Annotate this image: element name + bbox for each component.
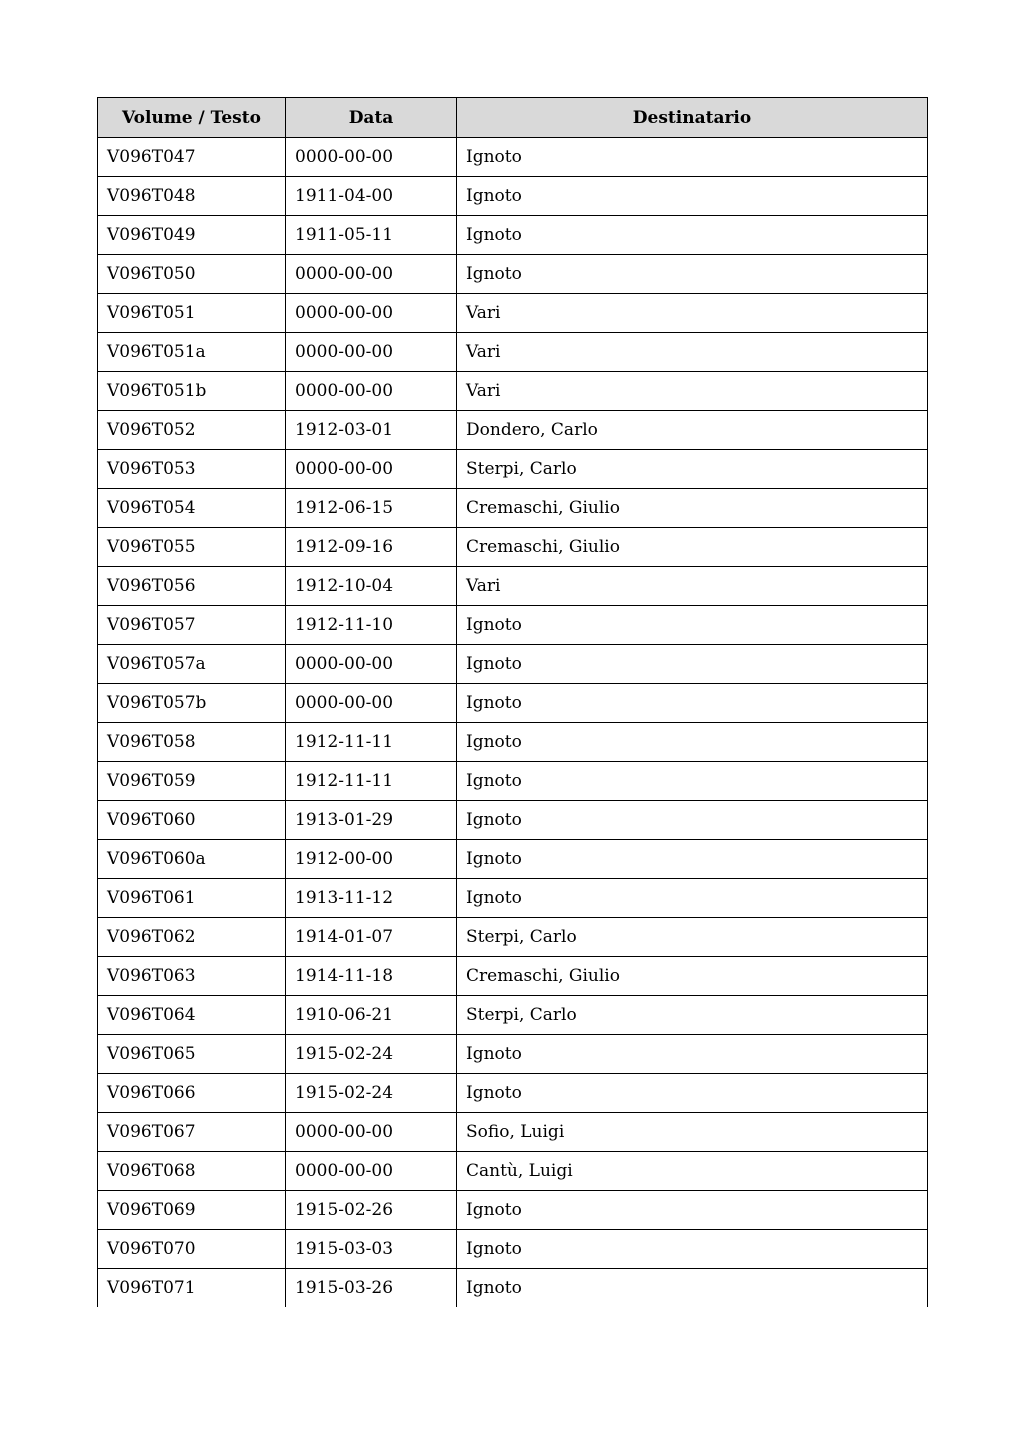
- cell-volume-testo: V096T068: [98, 1152, 286, 1191]
- cell-volume-testo: V096T067: [98, 1113, 286, 1152]
- cell-destinatario: Cremaschi, Giulio: [457, 489, 928, 528]
- cell-data: 1914-11-18: [286, 957, 457, 996]
- cell-data: 1912-10-04: [286, 567, 457, 606]
- cell-destinatario: Ignoto: [457, 840, 928, 879]
- cell-data: 0000-00-00: [286, 684, 457, 723]
- header-row: [98, 98, 928, 138]
- cell-destinatario: Ignoto: [457, 216, 928, 255]
- cell-volume-testo: V096T047: [98, 138, 286, 177]
- cell-destinatario: Cantù, Luigi: [457, 1152, 928, 1191]
- cell-data: 1915-02-26: [286, 1191, 457, 1230]
- table-row: [98, 1191, 928, 1230]
- cell-destinatario: Ignoto: [457, 255, 928, 294]
- cell-volume-testo: V096T069: [98, 1191, 286, 1230]
- cell-data: 1912-11-11: [286, 723, 457, 762]
- cell-destinatario: Ignoto: [457, 1191, 928, 1230]
- table-row: [98, 684, 928, 723]
- table-row: [98, 255, 928, 294]
- cell-destinatario: Sterpi, Carlo: [457, 918, 928, 957]
- table-row: [98, 1230, 928, 1269]
- cell-volume-testo: V096T062: [98, 918, 286, 957]
- table-row: [98, 957, 928, 996]
- cell-volume-testo: V096T048: [98, 177, 286, 216]
- table-row: [98, 645, 928, 684]
- cell-volume-testo: V096T051a: [98, 333, 286, 372]
- cell-destinatario: Vari: [457, 333, 928, 372]
- cell-destinatario: Ignoto: [457, 801, 928, 840]
- cell-volume-testo: V096T049: [98, 216, 286, 255]
- cell-data: 1915-03-03: [286, 1230, 457, 1269]
- cell-data: 1914-01-07: [286, 918, 457, 957]
- cell-volume-testo: V096T057b: [98, 684, 286, 723]
- cell-destinatario: Ignoto: [457, 177, 928, 216]
- table-row: [98, 762, 928, 801]
- cell-volume-testo: V096T060: [98, 801, 286, 840]
- cell-data: 1913-11-12: [286, 879, 457, 918]
- cell-destinatario: Sterpi, Carlo: [457, 450, 928, 489]
- table-row: [98, 918, 928, 957]
- cell-volume-testo: V096T057a: [98, 645, 286, 684]
- cell-destinatario: Sofio, Luigi: [457, 1113, 928, 1152]
- cell-data: 1912-11-10: [286, 606, 457, 645]
- table-row: [98, 879, 928, 918]
- cell-volume-testo: V096T060a: [98, 840, 286, 879]
- cell-destinatario: Vari: [457, 294, 928, 333]
- cell-data: 1911-05-11: [286, 216, 457, 255]
- cell-volume-testo: V096T066: [98, 1074, 286, 1113]
- cell-destinatario: Ignoto: [457, 684, 928, 723]
- table-row: [98, 294, 928, 333]
- cell-volume-testo: V096T071: [98, 1269, 286, 1308]
- cell-destinatario: Ignoto: [457, 1035, 928, 1074]
- cell-destinatario: Ignoto: [457, 723, 928, 762]
- cell-data: 1915-02-24: [286, 1035, 457, 1074]
- cell-volume-testo: V096T070: [98, 1230, 286, 1269]
- cell-data: 1913-01-29: [286, 801, 457, 840]
- cell-volume-testo: V096T063: [98, 957, 286, 996]
- table-row: [98, 411, 928, 450]
- cell-data: 1912-00-00: [286, 840, 457, 879]
- table-row: [98, 138, 928, 177]
- cell-destinatario: Vari: [457, 372, 928, 411]
- cell-volume-testo: V096T059: [98, 762, 286, 801]
- cell-data: 1912-09-16: [286, 528, 457, 567]
- column-header-destinatario: Destinatario: [457, 98, 928, 138]
- table-row: [98, 372, 928, 411]
- cell-volume-testo: V096T064: [98, 996, 286, 1035]
- cell-volume-testo: V096T050: [98, 255, 286, 294]
- table-row: [98, 528, 928, 567]
- cell-destinatario: Ignoto: [457, 1074, 928, 1113]
- cell-data: 0000-00-00: [286, 645, 457, 684]
- cell-destinatario: Ignoto: [457, 1269, 928, 1308]
- cell-data: 0000-00-00: [286, 372, 457, 411]
- cell-data: 0000-00-00: [286, 1113, 457, 1152]
- cell-destinatario: Ignoto: [457, 138, 928, 177]
- cell-destinatario: Ignoto: [457, 879, 928, 918]
- cell-volume-testo: V096T051b: [98, 372, 286, 411]
- cell-volume-testo: V096T051: [98, 294, 286, 333]
- table-row: [98, 216, 928, 255]
- table-row: [98, 1152, 928, 1191]
- cell-volume-testo: V096T065: [98, 1035, 286, 1074]
- cell-data: 0000-00-00: [286, 333, 457, 372]
- cell-volume-testo: V096T054: [98, 489, 286, 528]
- cell-data: 0000-00-00: [286, 255, 457, 294]
- cell-destinatario: Ignoto: [457, 645, 928, 684]
- table-row: [98, 1035, 928, 1074]
- cell-volume-testo: V096T057: [98, 606, 286, 645]
- table-row: [98, 723, 928, 762]
- table-row: [98, 606, 928, 645]
- cell-data: 1915-02-24: [286, 1074, 457, 1113]
- table-row: [98, 840, 928, 879]
- table-row: [98, 177, 928, 216]
- cell-data: 0000-00-00: [286, 138, 457, 177]
- column-header-data: Data: [286, 98, 457, 138]
- table-header: [98, 98, 928, 138]
- cell-data: 1911-04-00: [286, 177, 457, 216]
- cell-destinatario: Vari: [457, 567, 928, 606]
- table-row: [98, 333, 928, 372]
- cell-data: 1912-03-01: [286, 411, 457, 450]
- records-table: [97, 97, 928, 1307]
- table-row: [98, 1074, 928, 1113]
- table-row: [98, 567, 928, 606]
- cell-data: 0000-00-00: [286, 450, 457, 489]
- cell-destinatario: Sterpi, Carlo: [457, 996, 928, 1035]
- table-row: [98, 1269, 928, 1308]
- cell-destinatario: Ignoto: [457, 1230, 928, 1269]
- table-body: [98, 138, 928, 1308]
- cell-volume-testo: V096T052: [98, 411, 286, 450]
- table-row: [98, 1113, 928, 1152]
- cell-volume-testo: V096T055: [98, 528, 286, 567]
- cell-volume-testo: V096T061: [98, 879, 286, 918]
- cell-data: 1912-11-11: [286, 762, 457, 801]
- table-row: [98, 450, 928, 489]
- cell-destinatario: Cremaschi, Giulio: [457, 957, 928, 996]
- table-row: [98, 996, 928, 1035]
- table-row: [98, 801, 928, 840]
- cell-data: 1910-06-21: [286, 996, 457, 1035]
- cell-data: 0000-00-00: [286, 1152, 457, 1191]
- cell-destinatario: Ignoto: [457, 606, 928, 645]
- cell-data: 0000-00-00: [286, 294, 457, 333]
- cell-destinatario: Cremaschi, Giulio: [457, 528, 928, 567]
- cell-destinatario: Dondero, Carlo: [457, 411, 928, 450]
- table-row: [98, 489, 928, 528]
- cell-volume-testo: V096T056: [98, 567, 286, 606]
- cell-data: 1915-03-26: [286, 1269, 457, 1308]
- column-header-volume-testo: Volume / Testo: [98, 98, 286, 138]
- cell-volume-testo: V096T058: [98, 723, 286, 762]
- cell-destinatario: Ignoto: [457, 762, 928, 801]
- cell-volume-testo: V096T053: [98, 450, 286, 489]
- cell-data: 1912-06-15: [286, 489, 457, 528]
